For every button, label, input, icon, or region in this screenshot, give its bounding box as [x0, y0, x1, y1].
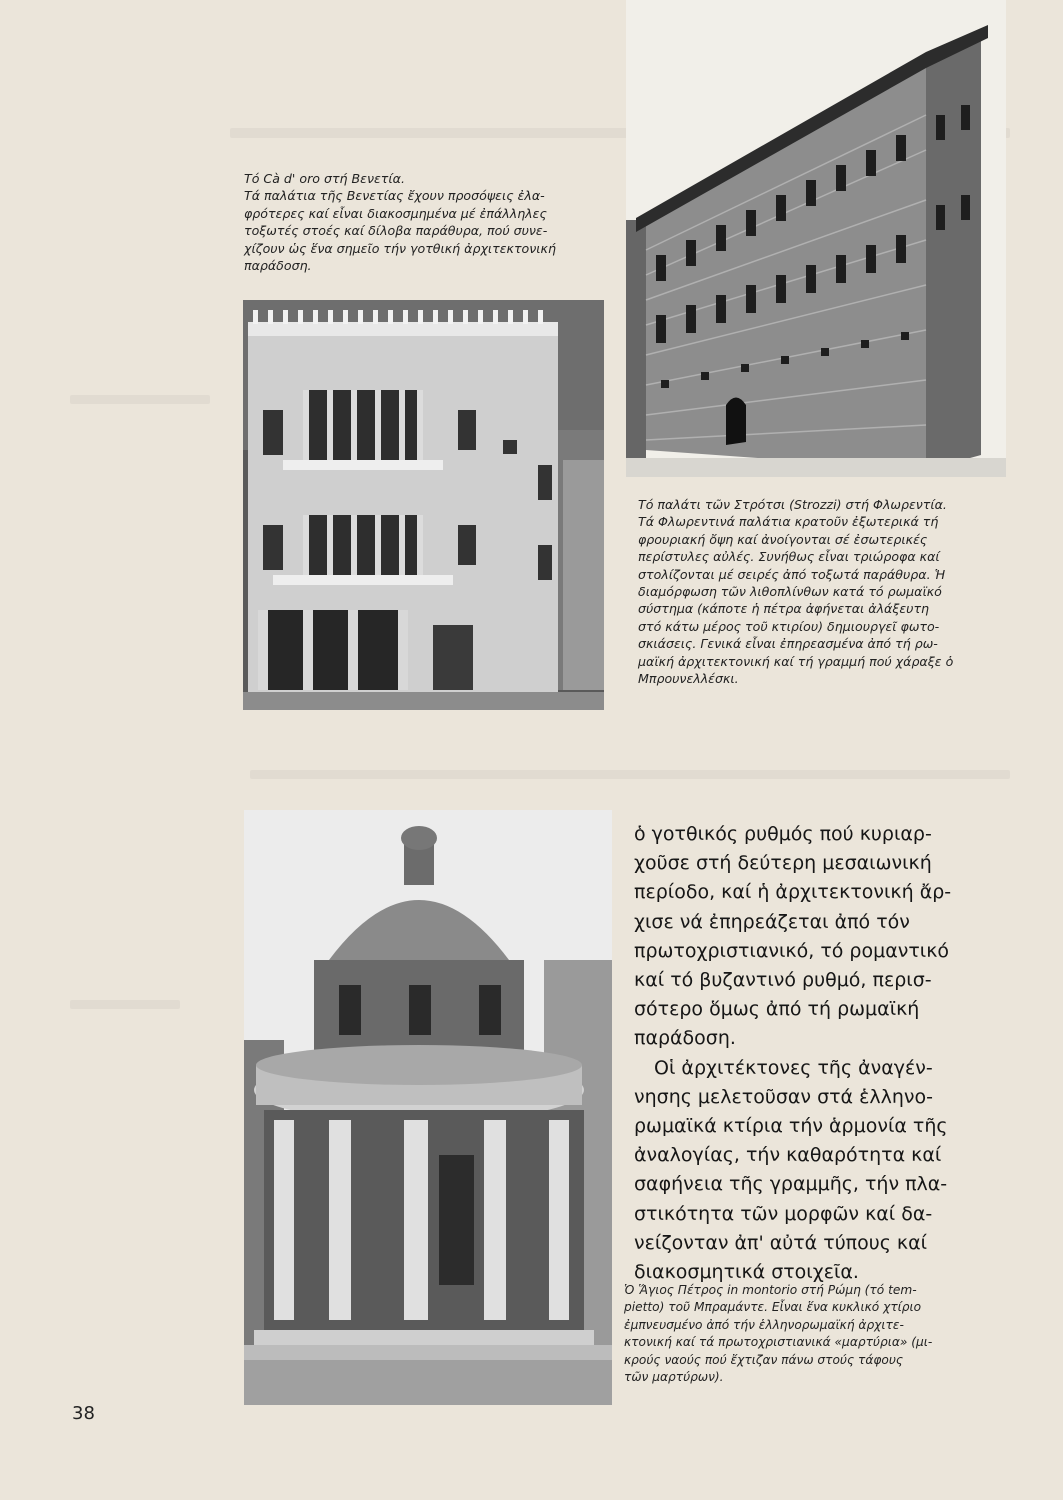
photo-tempietto	[244, 810, 612, 1405]
body-line: ὁ γοτθικός ρυθμός πού κυριαρ-	[634, 823, 932, 845]
paragraph-1	[634, 820, 964, 1054]
body-line: ἀναλογίας, τήν καθαρότητα καί	[634, 1144, 942, 1167]
tempietto-illustration	[244, 810, 612, 1405]
caption-line: pietto) τοῦ Μπραμάντε. Εἶναι ἕνα κυκλικό χτίριο	[624, 1300, 922, 1315]
caption-line: διαμόρφωση τῶν λιθοπλίνθων κατά τό ρωμαϊκό	[638, 584, 942, 600]
caption-ca-doro	[244, 170, 604, 274]
body-line: χισε νά ἐπηρεάζεται ἀπό τόν	[634, 910, 910, 933]
ca-doro-illustration	[243, 300, 604, 710]
body-line: νησης μελετοῦσαν στά ἑλληνο-	[634, 1085, 934, 1108]
body-line: πρωτοχριστιανικό, τό ρομαντικό	[634, 939, 950, 962]
caption-line: κρούς ναούς πού ἔχτιζαν πάνω στούς τάφους	[624, 1352, 904, 1367]
body-line: χοῦσε στή δεύτερη μεσαιωνική	[634, 852, 932, 875]
caption-line: Τά παλάτια τῆς Βενετίας ἔχουν προσόψεις ἐλα-	[244, 188, 545, 204]
body-line: παράδοση.	[634, 1027, 736, 1050]
body-line: νείζονταν ἀπ' αὐτά τύπους καί	[634, 1231, 928, 1254]
caption-line: Ὁ Ἅγιος Πέτρος in montorio στή Ρώμη (τό tem-	[624, 1283, 917, 1297]
body-line: σότερο ὅμως ἀπό τή ρωμαϊκή	[634, 998, 920, 1021]
show-through-mark	[250, 770, 1010, 779]
caption-line: τῶν μαρτύρων).	[624, 1370, 724, 1385]
paragraph-2	[634, 1054, 964, 1288]
caption-line: στολίζονται μέ σειρές ἀπό τοξωτά παράθυρα. Ἡ	[638, 566, 946, 582]
caption-line: σύστημα (κάποτε ἡ πέτρα ἀφήνεται ἀλάξευτη	[638, 601, 930, 617]
caption-line: φρότερες καί εἶναι διακοσμημένα μέ ἐπάλληλες	[244, 205, 547, 221]
caption-line: στό κάτω μέρος τοῦ κτιρίου) δημιουργεῖ φωτο-	[638, 618, 940, 634]
caption-line: Μπρουνελλέσκι.	[638, 671, 739, 687]
body-line: καί τό βυζαντινό ρυθμό, περισ-	[634, 969, 932, 992]
page-number: 38	[72, 1403, 95, 1424]
photo-strozzi	[626, 0, 1006, 477]
photo-ca-doro	[243, 300, 604, 710]
strozzi-illustration	[626, 0, 1006, 477]
caption-line: Τό παλάτι τῶν Στρότσι (Strozzi) στή Φλωρεντία.	[638, 497, 947, 512]
body-line: σαφήνεια τῆς γραμμῆς, τήν πλα-	[634, 1173, 948, 1196]
caption-line: χίζουν ὡς ἕνα σημεῖο τήν γοτθική ἀρχιτεκτονική	[244, 240, 556, 256]
caption-line: φρουριακή ὄψη καί ἀνοίγονται σέ ἐσωτερικές	[638, 531, 928, 547]
caption-line: παράδοση.	[244, 258, 312, 274]
body-line: ρωμαϊκά κτίρια τήν ἁρμονία τῆς	[634, 1115, 948, 1138]
body-line: Οἱ ἀρχιτέκτονες τῆς ἀναγέν-	[654, 1056, 933, 1079]
caption-line: μαϊκή ἀρχιτεκτονική καί τή γραμμή πού χάραξε ὁ	[638, 653, 954, 669]
caption-line: σκιάσεις. Γενικά εἶναι ἐπηρεασμένα ἀπό τή ρω-	[638, 636, 938, 652]
show-through-mark	[70, 395, 210, 404]
body-line: διακοσμητικά στοιχεῖα.	[634, 1261, 859, 1284]
caption-line: Τά Φλωρεντινά παλάτια κρατοῦν ἐξωτερικά τή	[638, 514, 939, 530]
caption-line: κτονική καί τά πρωτοχριστιανικά «μαρτύρια» (μι-	[624, 1335, 933, 1350]
body-line: στικότητα τῶν μορφῶν καί δα-	[634, 1202, 933, 1225]
body-line: περίοδο, καί ἡ ἀρχιτεκτονική ἄρ-	[634, 881, 952, 904]
show-through-mark	[70, 1000, 180, 1009]
caption-line: τοξωτές στοές καί δίλοβα παράθυρα, πού συνε-	[244, 223, 548, 239]
caption-strozzi	[638, 496, 998, 687]
caption-line: περίστυλες αὐλές. Συνήθως εἶναι τριώροφα καί	[638, 549, 940, 565]
caption-line: ἐμπνευσμένο ἀπό τήν ἑλληνορωμαϊκή ἀρχιτε-	[624, 1317, 904, 1332]
body-text	[634, 820, 964, 1287]
caption-line: Τό Cà d' oro στή Βενετία.	[244, 171, 405, 186]
caption-tempietto	[624, 1282, 984, 1386]
